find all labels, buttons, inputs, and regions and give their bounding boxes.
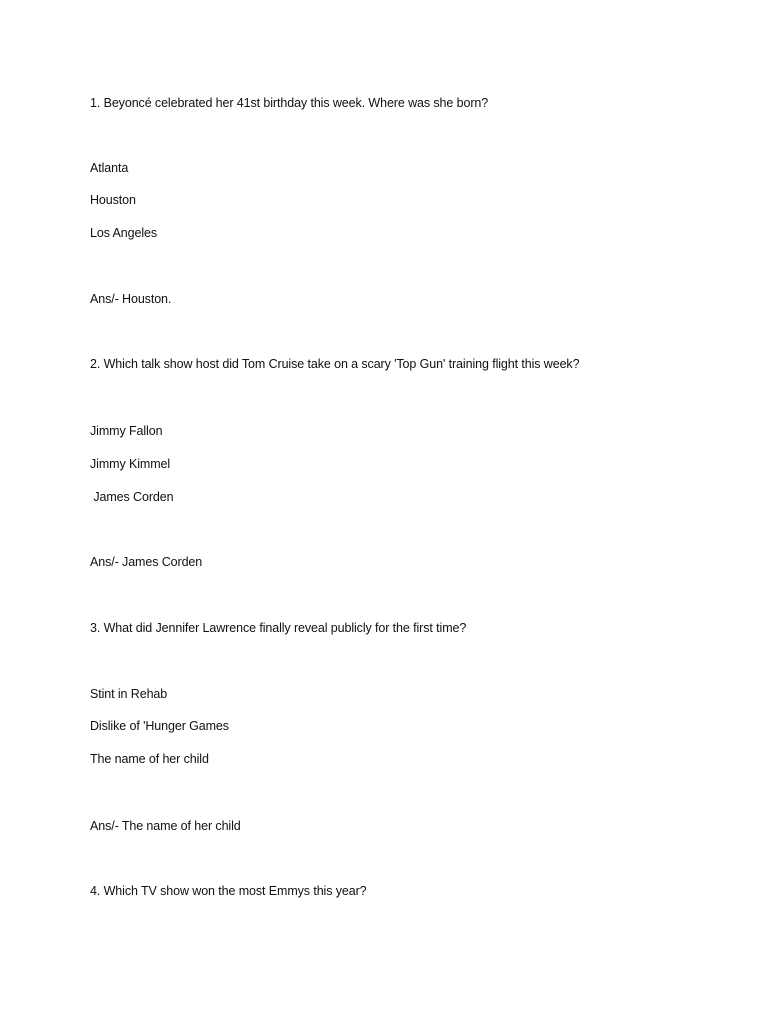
q3-answer: Ans/- The name of her child [90,819,241,833]
q1-option-3: Los Angeles [90,226,158,240]
q1-answer: Ans/- Houston. [90,292,172,306]
q2-answer: Ans/- James Corden [90,555,203,569]
q3-option-2: Dislike of 'Hunger Games [90,719,229,733]
q1-option-2: Houston [90,193,136,207]
q2-option-2: Jimmy Kimmel [90,457,171,471]
question-2: 2. Which talk show host did Tom Cruise take on a scary 'Top Gun' training flight this week? [90,357,580,371]
q2-option-1: Jimmy Fallon [90,424,163,438]
q3-option-1: Stint in Rehab [90,687,168,701]
q2-option-3: James Corden [90,490,174,504]
q1-option-1: Atlanta [90,161,129,175]
q3-option-3: The name of her child [90,752,209,766]
question-4: 4. Which TV show won the most Emmys this year? [90,884,367,898]
question-3: 3. What did Jennifer Lawrence finally reveal publicly for the first time? [90,621,467,635]
question-1: 1. Beyoncé celebrated her 41st birthday this week. Where was she born? [90,96,489,110]
